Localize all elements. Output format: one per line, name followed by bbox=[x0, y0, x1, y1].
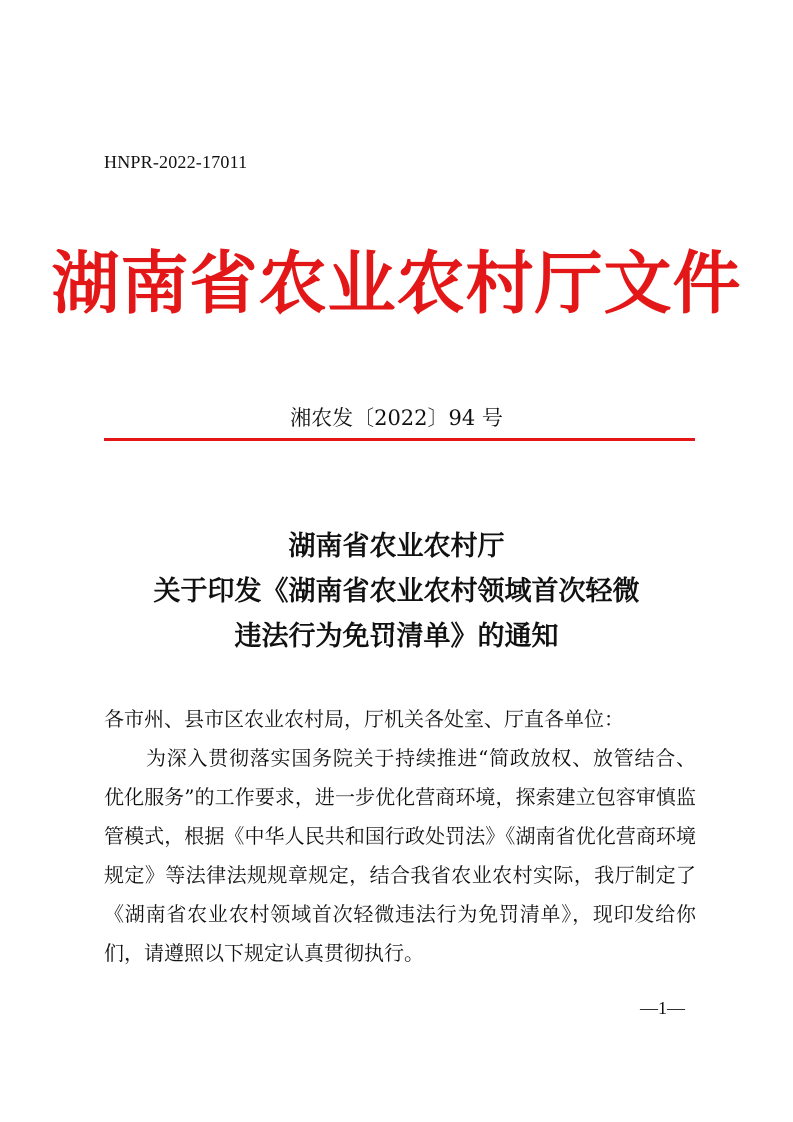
document-code: HNPR-2022-17011 bbox=[104, 152, 248, 172]
notice-title bbox=[0, 524, 793, 659]
salutation: 各市州、县市区农业农村局，厅机关各处室、厅直各单位： bbox=[104, 707, 624, 731]
title-line-1: 湖南省农业农村厅 bbox=[288, 531, 505, 562]
page-number: —1— bbox=[640, 998, 685, 1018]
document-body bbox=[104, 700, 696, 973]
body-paragraph: 为深入贯彻落实国务院关于持续推进“简政放权、放管结合、优化服务”的工作要求，进一步优化营商环境，探索建立包容审慎监管模式，根据《中华人民共和国行政处罚法》《湖南省优化营商环境规定》等法律法规规章规定，结合我省农业农村实际，我厅制定了《湖南省农业农村领域首次轻微违法行为免罚清单》，现印发给你们，请遵照以下规定认真贯彻执行。 bbox=[104, 746, 696, 965]
document-number: 湘农发〔2022〕94 号 bbox=[290, 406, 503, 430]
red-divider-line bbox=[104, 438, 695, 441]
title-line-3: 违法行为免罚清单》的通知 bbox=[234, 621, 559, 652]
masthead-title: 湖南省农业农村厅文件 bbox=[51, 244, 742, 324]
title-line-2: 关于印发《湖南省农业农村领域首次轻微 bbox=[153, 576, 640, 607]
